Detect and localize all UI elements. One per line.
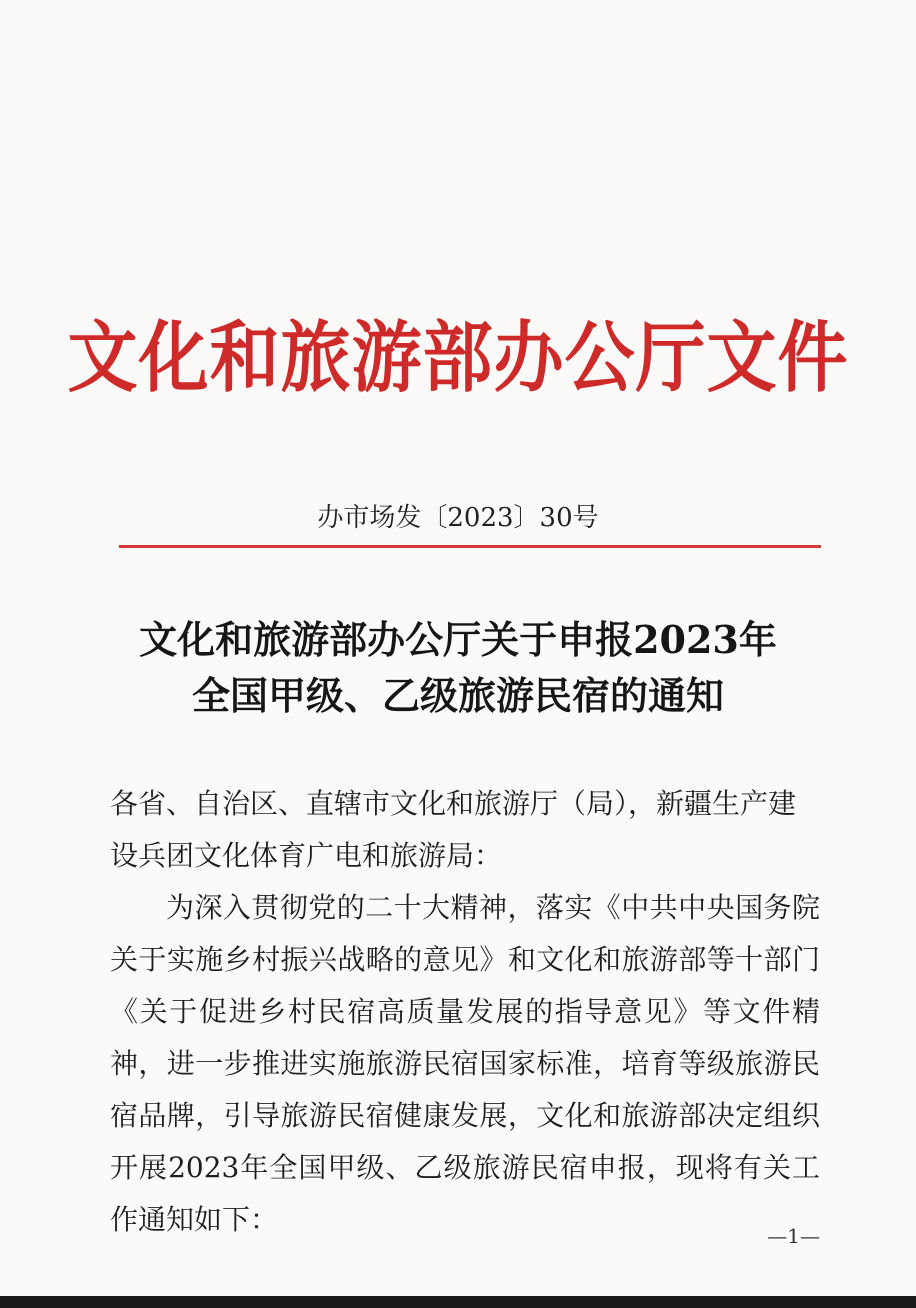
document-number: 办市场发〔2023〕30号	[317, 503, 599, 533]
notice-title	[0, 612, 916, 724]
bottom-edge-bar	[0, 1296, 916, 1308]
body-paragraph: 为深入贯彻党的二十大精神，落实《中共中央国务院关于实施乡村振兴战略的意见》和文化和旅游部等十部门《关于促进乡村民宿高质量发展的指导意见》等文件精神，进一步推进实施旅游民宿国家标准，培育等级旅游民宿品牌，引导旅游民宿健康发展，文化和旅游部决定组织开展2023年全国甲级、乙级旅游民宿申报，现将有关工作通知如下：	[110, 891, 820, 1236]
notice-title-line-1: 文化和旅游部办公厅关于申报2023年	[139, 617, 777, 662]
page-number: —1—	[767, 1224, 820, 1248]
notice-title-line-2: 全国甲级、乙级旅游民宿的通知	[191, 673, 724, 718]
issuer-header-title: 文化和旅游部办公厅文件	[67, 311, 849, 404]
red-divider-line	[119, 545, 821, 548]
salutation: 各省、自治区、直辖市文化和旅游厅（局），新疆生产建设兵团文化体育广电和旅游局：	[110, 787, 797, 872]
